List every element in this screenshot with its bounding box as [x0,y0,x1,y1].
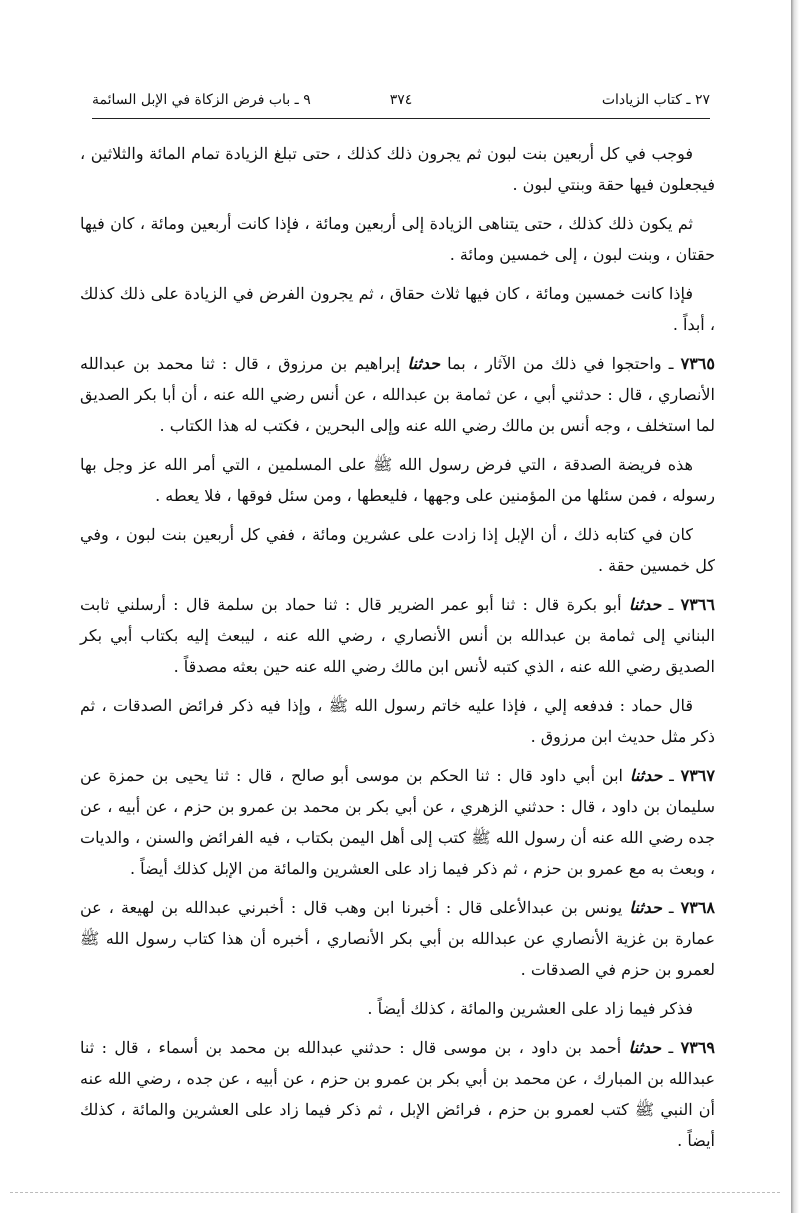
book-title: ٢٧ ـ كتاب الزيادات [601,92,710,108]
hadith-7367 [80,760,715,884]
paragraph-5: هذه فريضة الصدقة ، التي فرض رسول الله ﷺ على المسلمين ، التي أمر الله عز وجل بها رسوله ، فمن سئلها من المؤمنين على وجهها ، فليعطها ، ومن سئل فوقها ، فلا يعطه . [80,455,715,505]
hadith-text: أبو بكرة قال : ثنا أبو عمر الضرير قال : ثنا حماد بن سلمة قال : أرسلني ثابت البناني إلى ثمامة بن عبدالله بن أنس الأنصاري ، رضي الله عنه ، ليبعث إليه بكتاب أبي بكر الصديق رضي الله عنه ، الذي كتبه لأنس ابن مالك رضي الله عنه حين بعثه مصدقاً . [80,595,715,676]
hadith-text: أحمد بن داود ، بن موسى قال : حدثني عبدالله بن محمد بن أسماء ، قال : ثنا عبدالله بن المبارك ، عن محمد بن أبي بكر بن عمرو بن حزم ، عن أبيه ، عن جده ، رضي الله عنه أن النبي ﷺ كتب لعمرو بن حزم ، فرائض الإبل ، ثم ذكر فيما زاد على العشرين والمائة ، كذلك أيضاً . [80,1038,715,1150]
hadith-number: ٧٣٦٩ [680,1038,716,1057]
paragraph-3: فإذا كانت خمسين ومائة ، كان فيها ثلاث حقاق ، ثم يجرون الفرض في الزيادة على ذلك كذلك ، أبداً . [80,284,715,334]
chapter-title: ٩ ـ باب فرض الزكاة في الإبل السائمة [92,92,311,108]
hadith-intro: ـ [668,898,674,917]
hadith-keyword: حدثنا [628,1038,662,1057]
paragraph-2: ثم يكون ذلك كذلك ، حتى يتناهى الزيادة إلى أربعين ومائة ، فإذا كانت أربعين ومائة ، كان فيها حقتان ، وبنت لبون ، إلى خمسين ومائة . [80,214,715,264]
paragraph-1: فوجب في كل أربعين بنت لبون ثم يجرون ذلك كذلك ، حتى تبلغ الزيادة تمام المائة والثلاثين ، فيجعلون فيها حقة وبنتي لبون . [80,144,715,194]
hadith-keyword: حدثنا [628,595,662,614]
hadith-keyword: حدثنا [407,354,440,373]
page-edge-shadow [791,0,805,1213]
hadith-text: يونس بن عبدالأعلى قال : أخبرنا ابن وهب قال : أخبرني عبدالله بن لهيعة ، عن عمارة بن غزية الأنصاري عن عبدالله بن أبي بكر الأنصاري ، أخبره أن هذا كتاب رسول الله ﷺ لعمرو بن حزم في الصدقات . [80,898,715,979]
hadith-number: ٧٣٦٥ [680,354,715,373]
page-number: ٣٧٤ [389,92,413,108]
bottom-dashed-line [10,1192,780,1193]
hadith-7366 [80,589,715,682]
page-header [92,88,710,119]
hadith-7369 [80,1032,715,1156]
hadith-text: إبراهيم بن مرزوق ، قال : ثنا محمد بن عبدالله الأنصاري ، قال : حدثني أبي ، عن ثمامة بن عبدالله ، عن أنس رضي الله عنه ، أن أبا بكر الصديق لما استخلف ، وجه أنس بن مالك رضي الله عنه وإلى البحرين ، فكتب له هذا الكتاب . [80,354,715,435]
hadith-keyword: حدثنا [629,766,663,785]
hadith-intro: ـ [668,1038,674,1057]
paragraph-6: كان في كتابه ذلك ، أن الإبل إذا زادت على عشرين ومائة ، ففي كل أربعين بنت لبون ، وفي كل خمسين حقة . [80,525,715,575]
hadith-7368 [80,892,715,985]
hadith-number: ٧٣٦٨ [680,898,715,917]
paragraph-8: قال حماد : فدفعه إلي ، فإذا عليه خاتم رسول الله ﷺ ، وإذا فيه ذكر فرائض الصدقات ، ثم ذكر مثل حديث ابن مرزوق . [80,696,715,746]
hadith-intro: ـ واحتجوا في ذلك من الآثار ، بما [447,354,674,373]
page-body [80,138,715,1164]
hadith-7365 [80,348,715,441]
paragraph-11: فذكر فيما زاد على العشرين والمائة ، كذلك أيضاً . [367,999,693,1018]
hadith-intro: ـ [669,766,674,785]
hadith-keyword: حدثنا [629,898,662,917]
hadith-number: ٧٣٦٦ [680,595,715,614]
hadith-intro: ـ [668,595,674,614]
hadith-text: ابن أبي داود قال : ثنا الحكم بن موسى أبو صالح ، قال : ثنا يحيى بن حمزة عن سليمان بن داود ، قال : حدثني الزهري ، عن أبي بكر بن محمد بن عمرو بن حزم ، عن أبيه ، عن جده رضي الله عنه أن رسول الله ﷺ كتب إلى أهل اليمن بكتاب ، فيه الفرائض والسنن ، والديات ، وبعث به مع عمرو بن حزم ، ثم ذكر فيما زاد على العشرين والمائة من الإبل كذلك أيضاً . [80,766,715,878]
hadith-number: ٧٣٦٧ [680,766,715,785]
